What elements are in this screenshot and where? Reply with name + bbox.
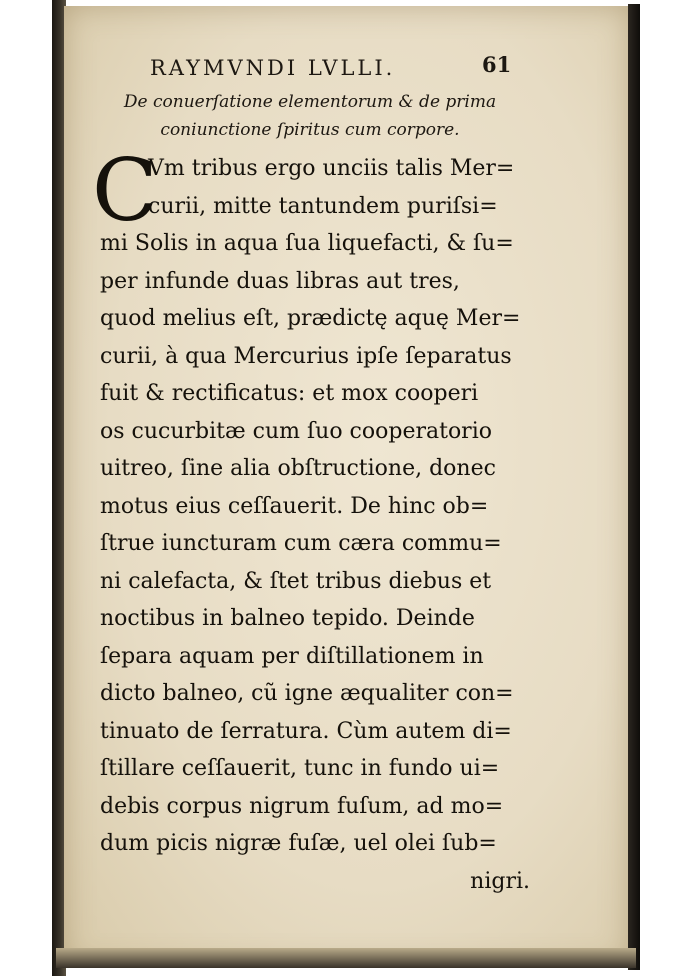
- heading-line: coniunctione ſpiritus cum corpore.: [160, 120, 460, 140]
- running-head: RAYMVNDI LVLLI.: [150, 56, 396, 80]
- text-line: debis corpus nigrum fuſum, ad mo=: [100, 793, 504, 819]
- page-bottom-edge: [56, 948, 636, 968]
- text-line: per infunde duas libras aut tres,: [100, 268, 460, 294]
- text-line: curii, à qua Mercurius ipſe ſeparatus: [100, 343, 512, 369]
- text-line: motus eius ceſſauerit. De hinc ob=: [100, 493, 489, 519]
- text-line: Vm tribus ergo unciis talis Mer=: [148, 156, 515, 181]
- text-line: uitreo, ſine alia obſtructione, donec: [100, 456, 496, 481]
- heading-line: De conuerſatione elementorum & de prima: [123, 92, 497, 112]
- text-line: noctibus in balneo tepido. Deinde: [100, 606, 475, 631]
- body-text: [100, 150, 530, 900]
- text-line: dicto balneo, cũ igne æqualiter con=: [100, 681, 514, 706]
- text-line: mi Solis in aqua ſua liquefacti, & ſu=: [100, 231, 514, 256]
- text-line: ſtrue iuncturam cum cæra commu=: [100, 531, 502, 556]
- text-line: quod melius eſt, prædictę aquę Mer=: [100, 306, 521, 331]
- page-edge-shadow: [628, 4, 640, 970]
- text-line: curii, mitte tantundem puriſsi=: [148, 193, 498, 219]
- page-number: 61: [482, 52, 512, 77]
- drop-cap: C: [92, 141, 158, 241]
- text-line: nigri.: [470, 868, 530, 894]
- text-line: ſepara aquam per diſtillationem in: [100, 643, 484, 669]
- text-line: dum picis nigræ fuſæ, uel olei ſub=: [100, 831, 497, 856]
- text-line: ſtillare ceſſauerit, tunc in fundo ui=: [100, 756, 500, 781]
- text-line: fuit & rectificatus: et mox cooperi: [100, 381, 479, 406]
- text-line: os cucurbitæ cum ſuo cooperatorio: [100, 418, 492, 444]
- text-line: ni calefacta, & ſtet tribus diebus et: [100, 568, 492, 594]
- chapter-heading: [100, 88, 520, 144]
- text-line: tinuato de ſerratura. Cùm autem di=: [100, 718, 512, 744]
